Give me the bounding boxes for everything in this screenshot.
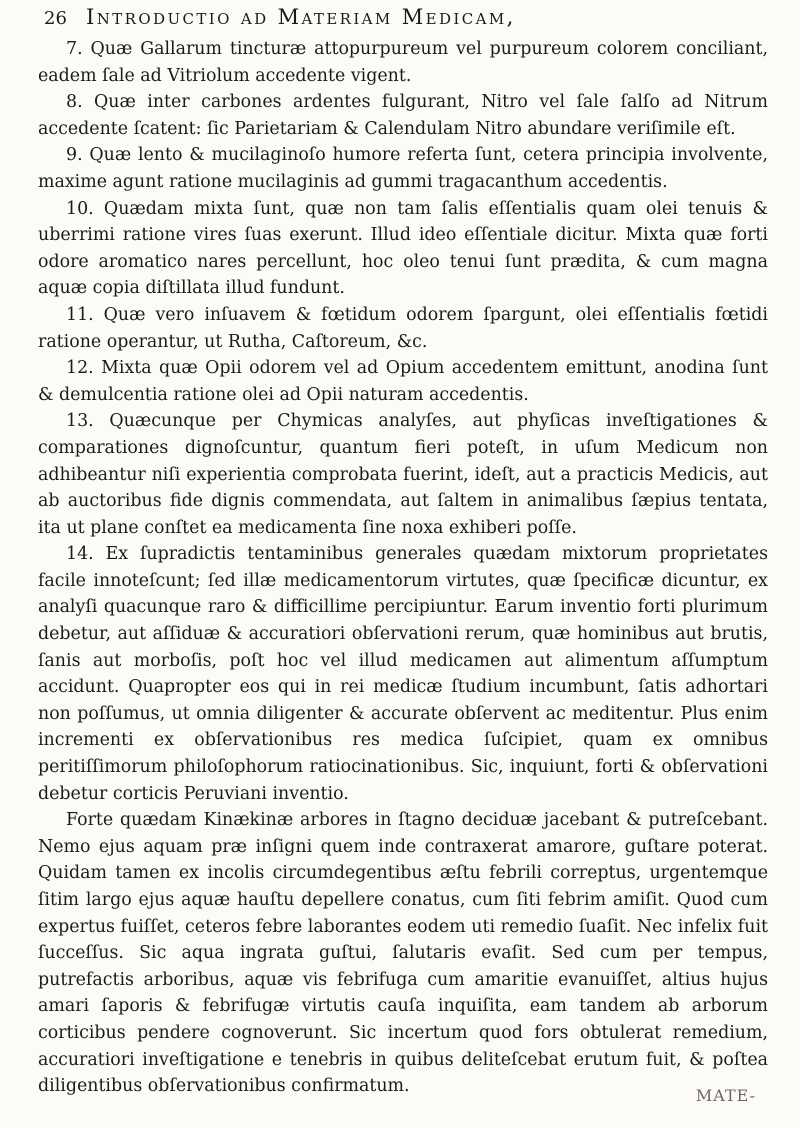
catchword: MATE-: [695, 1086, 756, 1105]
paragraph-forte: Forte quædam Kinækinæ arbores in ſtagno deciduæ jacebant & putreſcebant. Nemo ejus aquam præ inſigni quem inde contraxerat amarore, guſtare poterat. Quidam tamen ex incolis circumdegentibus æſtu febrili correptus, urgentemque ſitim largo ejus aquæ hauſtu depellere conatus, cum ſiti febrim amiſit. Quod cum expertus fuiſſet, ceteros febre laborantes eodem uti remedio ſuaſit. Nec infelix fuit ſucceſſus. Sic aqua ingrata guſtui, ſalutaris evaſit. Sed cum per tempus, putrefactis arboribus, aquæ vis febrifuga cum amaritie evanuiſſet, altius hujus amari ſaporis & febrifugæ virtutis cauſa inquiſita, eam tandem ab arborum corticibus pendere cognoverunt. Sic incertum quod fors obtulerat remedium, accuratiori inveſtigatione e tenebris in quibus delitеſcebat erutum fuit, & poſtea diligentibus obſervationibus confirmatum.: [38, 810, 768, 1097]
page-number: 26: [44, 8, 67, 29]
running-title: Introductio ad Materiam Medicam,: [86, 5, 516, 29]
paragraph-11: 11. Quæ vero inſuavem & fœtidum odorem ſpargunt, olei eſſentialis fœtidi ratione operantur, ut Rutha, Caſtoreum, &c.: [38, 304, 768, 352]
body-text: [38, 36, 768, 1100]
paragraph-12: 12. Mixta quæ Opii odorem vel ad Opium accedentem emittunt, anodina ſunt & demulcentia ratione olei ad Opii naturam accedentis.: [38, 358, 768, 405]
paragraph-14: 14. Ex ſupradictis tentaminibus generales quædam mixtorum proprietates facile innoteſcunt; ſed illæ medicamentorum virtutes, quæ ſpecificæ dicuntur, ex analyſi quacunque raro & difficillime percipiuntur. Earum inventio forti plurimum debetur, aut aſſiduæ & accuratiori obſervationi rerum, quæ hominibus aut brutis, ſanis aut morboſis, poſt hoc vel illud medicamen aut alimentum aſſumptum accidunt. Quapropter eos qui in rei medicæ ſtudium incumbunt, ſatis adhortari non poſſumus, ut omnia diligenter & accurate obſervent ac meditentur. Plus enim incrementi ex obſervationibus res medica ſuſcipiet, quam ex omnibus peritiſſimorum philoſophorum ratiocinationibus. Sic, inquiunt, forti & obſervationi debetur corticis Peruviani inventio.: [38, 544, 768, 804]
paragraph-13: 13. Quæcunque per Chymicas analyſes, aut phyſicas inveſtigationes & comparationes dignoſcuntur, quantum fieri poteſt, in uſum Medicum non adhibeantur niſi experientia comprobata fuerint, ideſt, aut a practicis Medicis, aut ab auctoribus fide dignis commendata, aut ſaltem in animalibus ſæpius tentata, ita ut plane conſtet ea medicamenta ſine noxa exhiberi poſſe.: [38, 411, 768, 538]
paragraph-10: 10. Quædam mixta ſunt, quæ non tam ſalis eſſentialis quam olei tenuis & uberrimi ratione vires ſuas exerunt. Illud ideo eſſentiale dicitur. Mixta quæ forti odore aromatico nares percellunt, hoc oleo tenui ſunt prædita, & cum magna aquæ copia diſtillata illud fundunt.: [38, 198, 768, 299]
paragraph-7: 7. Quæ Gallarum tincturæ attopurpureum vel purpureum colorem conciliant, eadem ſale ad Vitriolum accedente vigent.: [38, 39, 768, 86]
paragraph-8: 8. Quæ inter carbones ardentes fulgurant, Nitro vel ſale ſalſo ad Nitrum accedente ſcatent: ſic Parietariam & Calendulam Nitro abundare veriſimile eſt.: [38, 92, 768, 139]
paragraph-9: 9. Quæ lento & mucilaginoſo humore referta ſunt, cetera principia involvente, maxime agunt ratione mucilaginis ad gummi tragacanthum accedentis.: [38, 145, 768, 192]
page-header: [44, 4, 756, 32]
